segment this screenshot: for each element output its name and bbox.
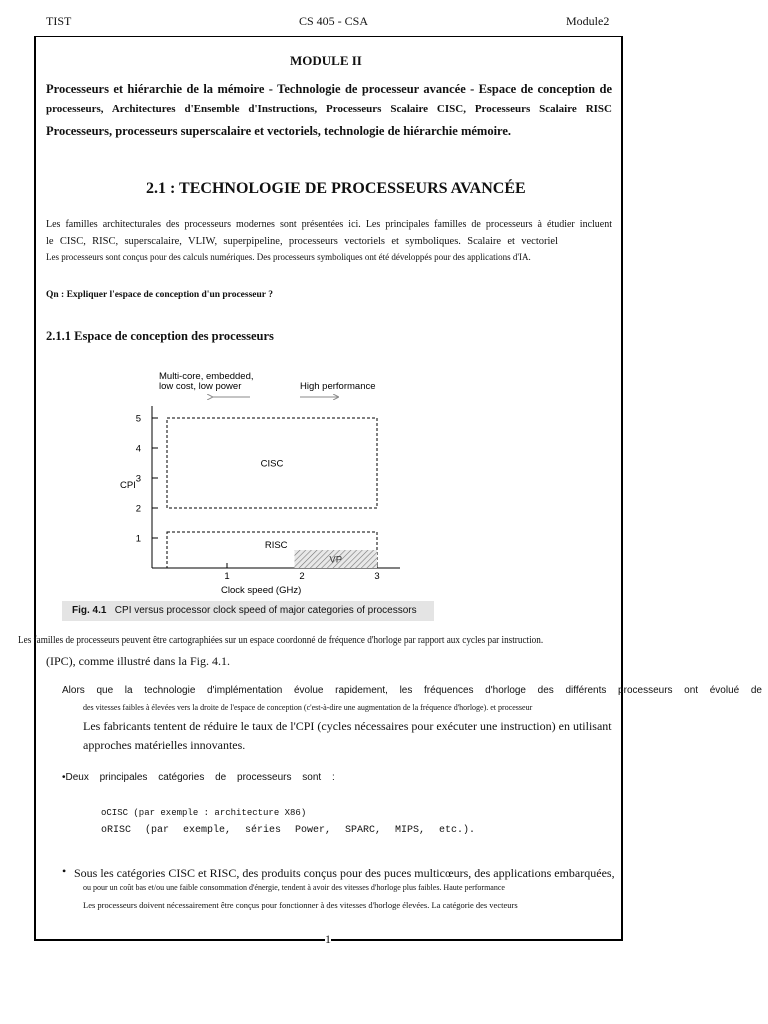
region-risc-label: RISC [264,540,288,551]
page-number: 1 [325,932,331,946]
intro-line-1: Processeurs et hiérarchie de la mémoire - Technologie de processeur avancée - Espace de conception de [46,82,612,96]
para3-line-1: Alors que la technologie d'implémentation évolue rapidement, les fréquences d'horloge des différents processeurs ont évolué de [62,685,762,696]
para1-line-1: Les familles architecturales des processeurs modernes sont présentées ici. Les principales familles de processeurs à étudier incluent [46,219,612,230]
intro-line-2: processeurs, Architectures d'Ensemble d'Instructions, Processeurs Scalaire CISC, Processeurs Scalaire RISC [46,103,612,115]
x-tick-label: 3 [374,571,380,582]
para2-line-2: (IPC), comme illustré dans la Fig. 4.1. [46,654,230,668]
section-title: 2.1 : TECHNOLOGIE DE PROCESSEURS AVANCÉE [146,180,526,197]
y-tick-label: 2 [135,503,141,515]
bullet-marker: • [62,864,67,878]
y-tick-label: 5 [135,413,141,425]
figure-caption-text: CPI versus processor clock speed of major categories of processors [114,605,417,616]
y-axis-label: CPI [120,480,136,491]
intro-line-3: Processeurs, processeurs superscalaire et vectoriels, technologie de hiérarchie mémoire. [46,124,512,138]
y-tick-label: 4 [135,443,141,455]
para3-line-2: des vitesses faibles à élevées vers la droite de l'espace de conception (c'est-à-dire une augmentation de la fréquence d'horloge). et processeur [83,703,533,712]
annotation-left-line2: low cost, low power [159,381,242,392]
para1-line-3: Les processeurs sont conçus pour des calculs numériques. Des processeurs symboliques ont été développés pour des applications d'IA. [46,252,531,262]
x-axis-label: Clock speed (GHz) [221,585,302,596]
y-tick-label: 3 [135,473,141,485]
x-tick-label: 2 [299,571,305,582]
category-item-risc: oRISC (par exemple, séries Power, SPARC, MIPS, etc.). [101,825,476,836]
figure-caption [62,601,434,621]
bullet-line-3: Les processeurs doivent nécessairement être conçus pour fonctionner à des vitesses d'horloge élevées. La catégorie des vecteurs [83,900,518,910]
para2-line-1: Les familles de processeurs peuvent être cartographiées sur un espace coordonné de fréquence d'horloge par rapport aux cycles par instruction. [18,635,544,646]
module-title: MODULE II [290,53,362,68]
annotation-left-line1: Multi-core, embedded, [159,371,254,382]
para3-line-3: Les fabricants tentent de réduire le taux de l'CPI (cycles nécessaires pour exécuter une instruction) en utilisant [83,719,612,733]
annotation-right: High performance [300,381,376,392]
region-vp-label: VP [329,554,343,566]
question: Qn : Expliquer l'espace de conception d'un processeur ? [46,290,273,300]
region-cisc-label: CISC [260,458,284,470]
bullet-line-2: ou pour un coût bas et/ou une faible consommation d'énergie, tendent à avoir des vitesses d'horloge plus faibles. Haute performance [83,883,505,892]
bullet-line-1: Sous les catégories CISC et RISC, des produits conçus pour des puces multicœurs, des applications embarquées, [74,866,615,880]
header-left: TIST [46,14,72,28]
cpi-chart [100,365,400,597]
category-item-cisc: oCISC (par exemple : architecture X86) [101,808,307,818]
header-right: Module2 [566,14,610,28]
x-tick-label: 1 [224,571,230,582]
y-tick-label: 1 [135,533,141,545]
para3-line-4: approches matérielles innovantes. [83,738,246,752]
figure-caption-label: Fig. 4.1 [72,605,107,616]
para1-line-2: le CISC, RISC, superscalaire, VLIW, superpipeline, processeurs vectoriels et symboliques. Scalaire et vectoriel [46,236,558,247]
categories-intro: •Deux principales catégories de processeurs sont : [62,772,335,783]
subsection-title: 2.1.1 Espace de conception des processeurs [46,329,274,343]
header-center: CS 405 - CSA [299,14,369,28]
